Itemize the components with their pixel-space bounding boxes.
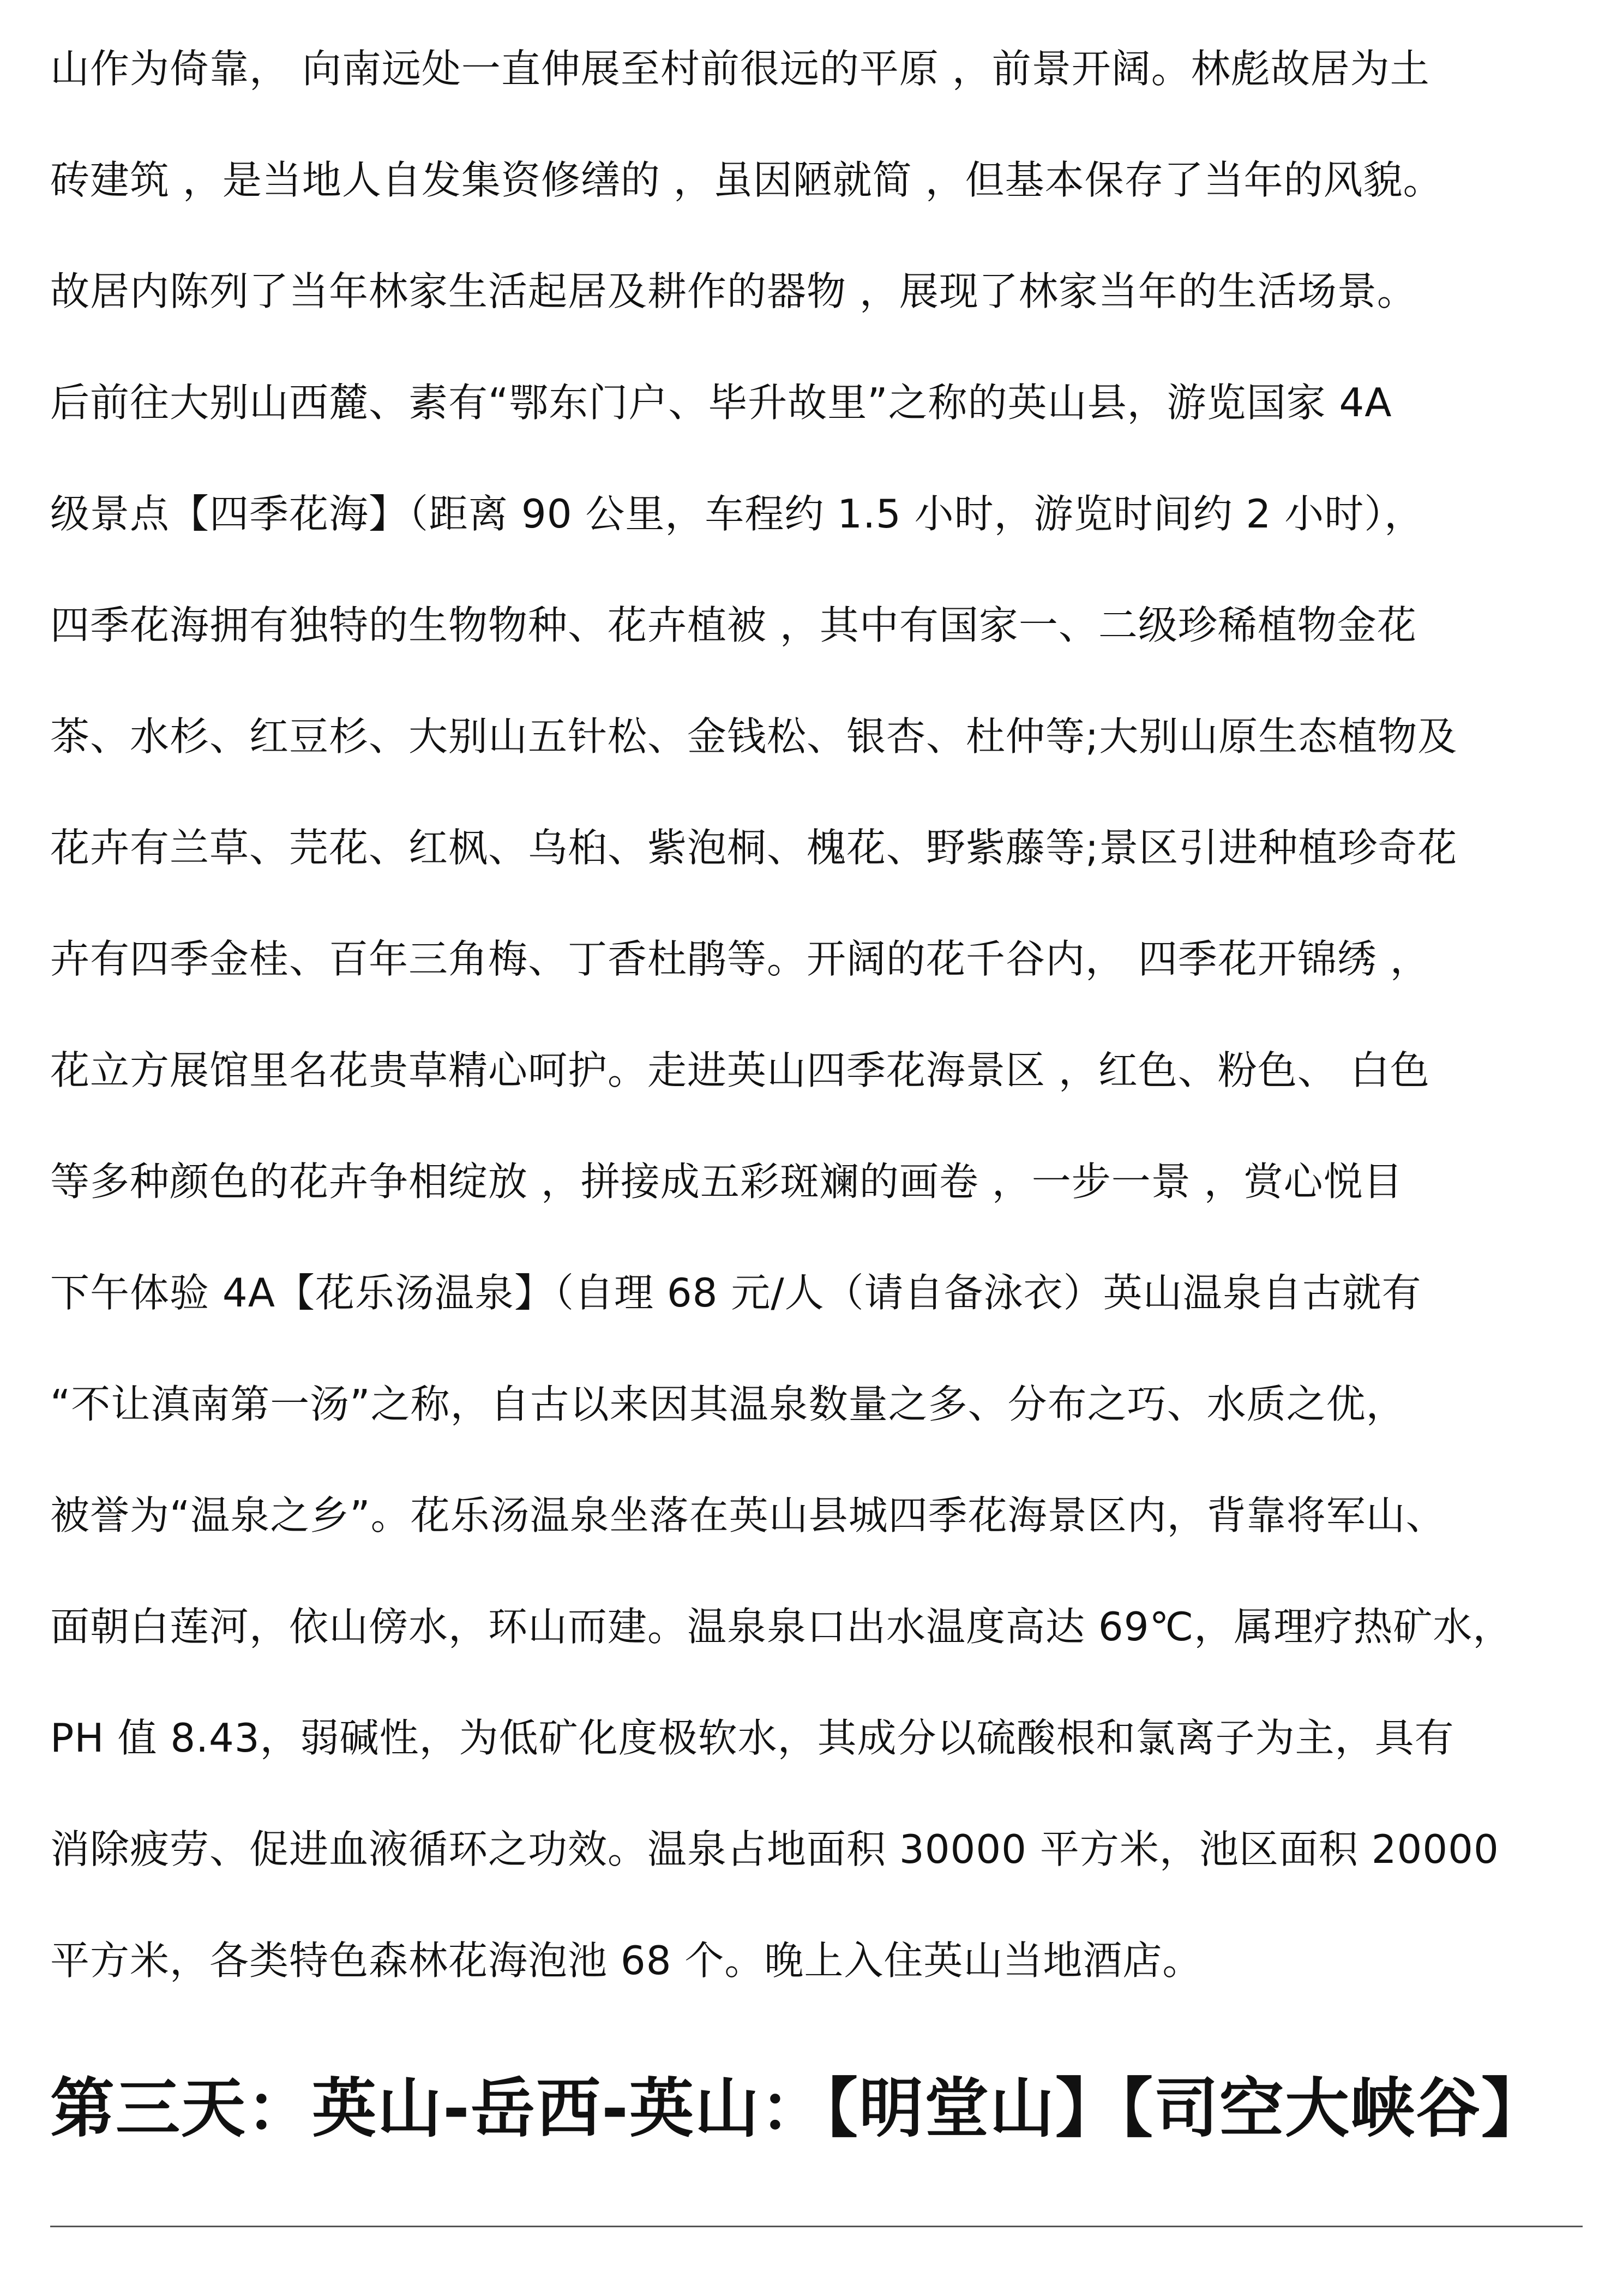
paragraph-line: 被誉为“温泉之乡”。花乐汤温泉坐落在英山县城四季花海景区内，背靠将军山、 [50,1492,1446,1538]
paragraph-line: 平方米，各类特色森林花海泡池 68 个。晚上入住英山当地酒店。 [50,1938,1203,1983]
paragraph-line: 砖建筑 ，是当地人自发集资修缮的 ，虽因陋就简 ，但基本保存了当年的风貌。 [50,157,1443,203]
paragraph-line: 花卉有兰草、芫花、红枫、乌桕、紫泡桐、槐花、野紫藤等;景区引进种植珍奇花 [50,825,1458,871]
section-divider [50,2226,1583,2227]
day-three-heading: 第三天：英山-岳西-英山：【明堂山】【司空大峡谷】 [50,2071,1547,2146]
paragraph-line: 等多种颜色的花卉争相绽放 ，拼接成五彩斑斓的画卷 ，一步一景 ，赏心悦目 [50,1159,1403,1204]
paragraph-line: 故居内陈列了当年林家生活起居及耕作的器物 ，展现了林家当年的生活场景。 [50,268,1417,314]
paragraph-line: 花立方展馆里名花贵草精心呵护。走进英山四季花海景区 ，红色、粉色、 白色 [50,1047,1430,1093]
paragraph-line: 山作为倚靠， 向南远处一直伸展至村前很远的平原 ，前景开阔。林彪故居为土 [50,46,1430,92]
paragraph-line: “不让滇南第一汤”之称，自古以来因其温泉数量之多、分布之巧、水质之优， [50,1381,1406,1427]
paragraph-line: PH 值 8.43，弱碱性，为低矿化度极软水，其成分以硫酸根和氯离子为主，具有 [50,1715,1454,1761]
paragraph-line: 茶、水杉、红豆杉、大别山五针松、金钱松、银杏、杜仲等;大别山原生态植物及 [50,714,1458,759]
paragraph-line: 面朝白莲河，依山傍水，环山而建。温泉泉口出水温度高达 69℃，属理疗热矿水， [50,1604,1513,1650]
itinerary-paragraph [50,33,1583,2036]
paragraph-line: 四季花海拥有独特的生物物种、花卉植被 ，其中有国家一、二级珍稀植物金花 [50,602,1417,648]
paragraph-line: 后前往大别山西麓、素有“鄂东门户、毕升故里”之称的英山县，游览国家 4A [50,380,1392,425]
paragraph-line: 卉有四季金桂、百年三角梅、丁香杜鹃等。开阔的花千谷内， 四季花开锦绣 ， [50,936,1430,982]
paragraph-line: 下午体验 4A【花乐汤温泉】（自理 68 元/人（请自备泳衣）英山温泉自古就有 [50,1270,1422,1316]
paragraph-line: 消除疲劳、促进血液循环之功效。温泉占地面积 30000 平方米，池区面积 20000 [50,1826,1499,1872]
paragraph-line: 级景点【四季花海】（距离 90 公里，车程约 1.5 小时，游览时间约 2 小时）， [50,491,1424,537]
